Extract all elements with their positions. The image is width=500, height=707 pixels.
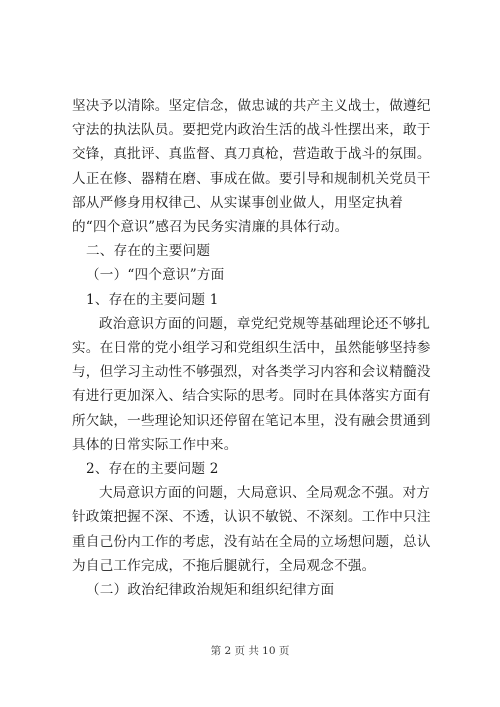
page-footer: 第 2 页 共 10 页 — [210, 645, 290, 657]
item-heading-issue-1: 1、存在的主要问题 1 — [86, 291, 219, 308]
paragraph-overall-consciousness: 大局意识方面的问题，大局意识、全局观念不强。对方针政策把握不深、不透，认识不敏锐、不深刻。工作中只注重自己份内工作的考虑，没有站在全局的立场想问题，总认为自己工作完成，不拖后腿就行，全局观念不强。 — [72, 485, 431, 574]
subsection-heading-four-consciousness: （一）“四个意识”方面 — [86, 267, 225, 284]
document-body — [72, 94, 436, 602]
subsection-heading-discipline: （二）政治纪律政治规矩和组织纪律方面 — [86, 582, 335, 599]
item-heading-issue-2: 2、存在的主要问题 2 — [86, 461, 219, 478]
paragraph-intro: 坚决予以清除。坚定信念，做忠诚的共产主义战士，做遵纪守法的执法队员。要把党内政治生活的战斗性摆出来，敢于交锋，真批评、真监督、真刀真枪，营造敢于战斗的氛围。人正在修、器精在磨、事成在做。要引导和规制机关党员干部从严修身用权律己、从实谋事创业做人，用坚定执着的“四个意识”感召为民务实清廉的具体行动。 — [72, 98, 431, 236]
paragraph-political-consciousness: 政治意识方面的问题，章党纪党规等基础理论还不够扎实。在日常的党小组学习和党组织生活中，虽然能够坚持参与，但学习主动性不够强烈，对各类学习内容和会议精髓没有进行更加深入、结合实际的思考。同时在具体落实方面有所欠缺，一些理论知识还停留在笔记本里，没有融会贯通到具体的日常实际工作中来。 — [72, 315, 431, 453]
section-heading-main-issues: 二、存在的主要问题 — [86, 243, 211, 260]
